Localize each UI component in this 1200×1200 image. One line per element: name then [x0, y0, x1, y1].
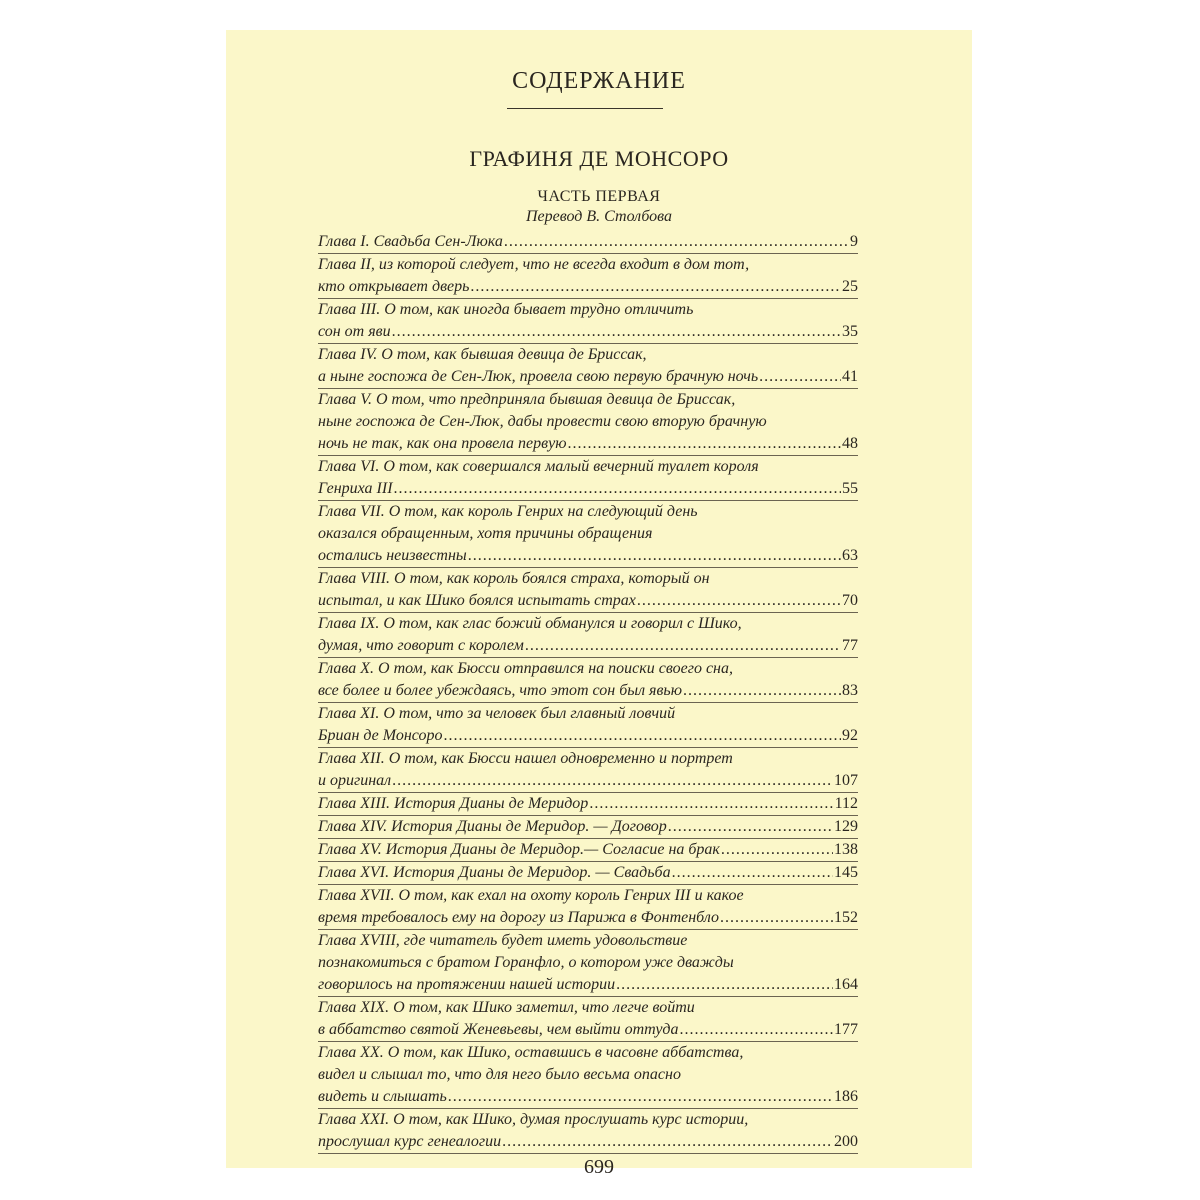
toc-entry-line: Глава XII. О том, как Бюсси нашел одновременно и портрет — [318, 750, 733, 767]
toc-page-number: 145 — [834, 864, 858, 881]
toc-entry-last-line — [318, 1086, 858, 1108]
toc-entry-line: Глава XIV. История Дианы де Меридор. — Договор — [318, 818, 667, 835]
toc-entry-line: Глава XVIII, где читатель будет иметь удовольствие — [318, 932, 688, 949]
dot-leader — [668, 816, 833, 838]
toc-page-number: 55 — [842, 480, 858, 497]
toc-entry-line: Глава XXI. О том, как Шико, думая прослушать курс истории, — [318, 1111, 749, 1128]
toc-entry — [318, 997, 858, 1042]
toc-page-number: 9 — [850, 233, 858, 250]
toc-page-number: 92 — [842, 727, 858, 744]
toc-entry-line: Глава V. О том, что предприняла бывшая девица де Бриссак, — [318, 391, 736, 408]
toc-page-number: 138 — [834, 841, 858, 858]
toc-entry-line: Глава XI. О том, что за человек был главный ловчий — [318, 705, 676, 722]
dot-leader — [672, 862, 833, 884]
toc-entry-line: а ныне госпожа де Сен-Люк, провела свою первую брачную ночь — [318, 368, 759, 385]
toc-entry — [318, 613, 858, 658]
toc-entry-last-line — [318, 680, 858, 702]
toc-entry — [318, 930, 858, 997]
toc-entry-line: познакомиться с братом Горанфло, о котором уже дважды — [318, 954, 734, 971]
toc-entry-line: Глава XVII. О том, как ехал на охоту король Генрих III и какое — [318, 887, 744, 904]
toc-page-number: 83 — [842, 682, 858, 699]
toc-entry — [318, 885, 858, 930]
dot-leader — [679, 1019, 833, 1041]
toc-entry-line: Глава XX. О том, как Шико, оставшись в часовне аббатства, — [318, 1044, 744, 1061]
dot-leader — [470, 276, 841, 298]
toc-entry-line: все более и более убеждаясь, что этот сон был явью — [318, 682, 682, 699]
toc-entry-last-line — [318, 1131, 858, 1153]
toc-entry — [318, 1109, 858, 1154]
toc-entry-last-line — [318, 545, 858, 567]
dot-leader — [616, 974, 833, 996]
dot-leader — [567, 433, 841, 455]
dot-leader — [759, 366, 841, 388]
toc-entry-line: ныне госпожа де Сен-Люк, дабы провести свою вторую брачную — [318, 413, 767, 430]
dot-leader — [637, 590, 841, 612]
toc-entry-last-line — [318, 276, 858, 298]
toc-entry — [318, 568, 858, 613]
toc-entry — [318, 816, 858, 839]
toc-entry — [318, 748, 858, 793]
contents-heading: СОДЕРЖАНИЕ — [512, 68, 686, 94]
toc-entry-line: в аббатство святой Женевьевы, чем выйти оттуда — [318, 1021, 679, 1038]
toc-entry-line: видеть и слышать — [318, 1088, 447, 1105]
translator-credit: Перевод В. Столбова — [525, 208, 673, 225]
toc-entry-line: и оригинал — [318, 772, 392, 789]
table-of-contents — [318, 231, 858, 1154]
toc-entry — [318, 231, 858, 254]
toc-page-number: 152 — [834, 909, 858, 926]
toc-page-number: 107 — [834, 772, 858, 789]
toc-page-number: 35 — [842, 323, 858, 340]
dot-leader — [394, 478, 841, 500]
toc-entry — [318, 1042, 858, 1109]
dot-leader — [502, 1131, 833, 1153]
toc-entry-last-line — [318, 862, 858, 884]
heading-rule — [507, 108, 663, 109]
toc-entry-line: думая, что говорит с королем — [318, 637, 524, 654]
toc-entry-line: ночь не так, как она провела первую — [318, 435, 567, 452]
toc-entry-last-line — [318, 793, 858, 815]
toc-entry-last-line — [318, 231, 858, 253]
toc-entry-line: кто открывает дверь — [318, 278, 470, 295]
toc-entry-last-line — [318, 839, 858, 861]
toc-entry-line: Глава VI. О том, как совершался малый вечерний туалет короля — [318, 458, 759, 475]
toc-entry — [318, 299, 858, 344]
dot-leader — [392, 770, 833, 792]
toc-entry — [318, 862, 858, 885]
part-title: ЧАСТЬ ПЕРВАЯ — [537, 188, 661, 205]
toc-entry-last-line — [318, 816, 858, 838]
toc-entry — [318, 658, 858, 703]
toc-entry-line: испытал, и как Шико боялся испытать страх — [318, 592, 636, 609]
dot-leader — [721, 839, 833, 861]
toc-entry-last-line — [318, 770, 858, 792]
toc-page-number: 70 — [842, 592, 858, 609]
toc-entry-line: Глава IX. О том, как глас божий обманулся и говорил с Шико, — [318, 615, 742, 632]
toc-entry-line: Глава I. Свадьба Сен-Люка — [318, 233, 503, 250]
toc-entry-last-line — [318, 725, 858, 747]
toc-page-number: 48 — [842, 435, 858, 452]
toc-entry-line: прослушал курс генеалогии — [318, 1133, 502, 1150]
toc-page-number: 25 — [842, 278, 858, 295]
toc-entry-last-line — [318, 635, 858, 657]
toc-entry — [318, 703, 858, 748]
toc-entry — [318, 254, 858, 299]
toc-entry-last-line — [318, 433, 858, 455]
dot-leader — [392, 321, 841, 343]
toc-page-number: 164 — [834, 976, 858, 993]
toc-page-number: 200 — [834, 1133, 858, 1150]
toc-entry-line: Глава III. О том, как иногда бывает трудно отличить — [318, 301, 694, 318]
toc-entry — [318, 344, 858, 389]
toc-entry-line: Глава XIII. История Дианы де Меридор — [318, 795, 589, 812]
toc-entry-line: Генриха III — [318, 480, 393, 497]
toc-entry-line: остались неизвестны — [318, 547, 467, 564]
toc-entry-line: сон от яви — [318, 323, 391, 340]
toc-page-number: 177 — [834, 1021, 858, 1038]
book-page — [226, 30, 972, 1178]
toc-page-number: 63 — [842, 547, 858, 564]
dot-leader — [448, 1086, 833, 1108]
dot-leader — [589, 793, 833, 815]
page-number: 699 — [584, 1156, 614, 1178]
dot-leader — [720, 907, 833, 929]
toc-entry-line: время требовалось ему на дорогу из Парижа в Фонтенбло — [318, 909, 719, 926]
toc-entry-line: видел и слышал то, что для него было весьма опасно — [318, 1066, 681, 1083]
dot-leader — [683, 680, 841, 702]
dot-leader — [444, 725, 841, 747]
toc-entry-last-line — [318, 478, 858, 500]
dot-leader — [468, 545, 841, 567]
toc-entry — [318, 793, 858, 816]
dot-leader — [504, 231, 849, 253]
toc-entry-last-line — [318, 974, 858, 996]
dot-leader — [525, 635, 841, 657]
toc-entry-line: Бриан де Монсоро — [318, 727, 443, 744]
toc-page-number: 77 — [842, 637, 858, 654]
toc-page-number: 112 — [834, 795, 858, 812]
book-title: ГРАФИНЯ ДЕ МОНСОРО — [469, 146, 729, 171]
toc-entry-line: Глава IV. О том, как бывшая девица де Бриссак, — [318, 346, 647, 363]
toc-entry-line: оказался обращенным, хотя причины обращения — [318, 525, 653, 542]
toc-page-number: 129 — [834, 818, 858, 835]
toc-entry-line: Глава VIII. О том, как король боялся страха, который он — [318, 570, 710, 587]
toc-entry-line: Глава X. О том, как Бюсси отправился на поиски своего сна, — [318, 660, 733, 677]
toc-entry — [318, 389, 858, 456]
toc-page-number: 41 — [842, 368, 858, 385]
toc-entry-last-line — [318, 590, 858, 612]
toc-entry-line: говорилось на протяжении нашей истории — [318, 976, 616, 993]
toc-entry-line: Глава XIX. О том, как Шико заметил, что легче войти — [318, 999, 695, 1016]
toc-entry — [318, 839, 858, 862]
toc-entry-line: Глава VII. О том, как король Генрих на следующий день — [318, 503, 698, 520]
toc-entry-last-line — [318, 1019, 858, 1041]
toc-entry-last-line — [318, 366, 858, 388]
toc-entry-last-line — [318, 907, 858, 929]
toc-entry-line: Глава XV. История Дианы де Меридор.— Согласие на брак — [318, 841, 720, 858]
toc-entry-last-line — [318, 321, 858, 343]
toc-page-number: 186 — [834, 1088, 858, 1105]
toc-entry — [318, 501, 858, 568]
toc-entry-line: Глава II, из которой следует, что не всегда входит в дом тот, — [318, 256, 750, 273]
toc-entry — [318, 456, 858, 501]
toc-entry-line: Глава XVI. История Дианы де Меридор. — Свадьба — [318, 864, 671, 881]
